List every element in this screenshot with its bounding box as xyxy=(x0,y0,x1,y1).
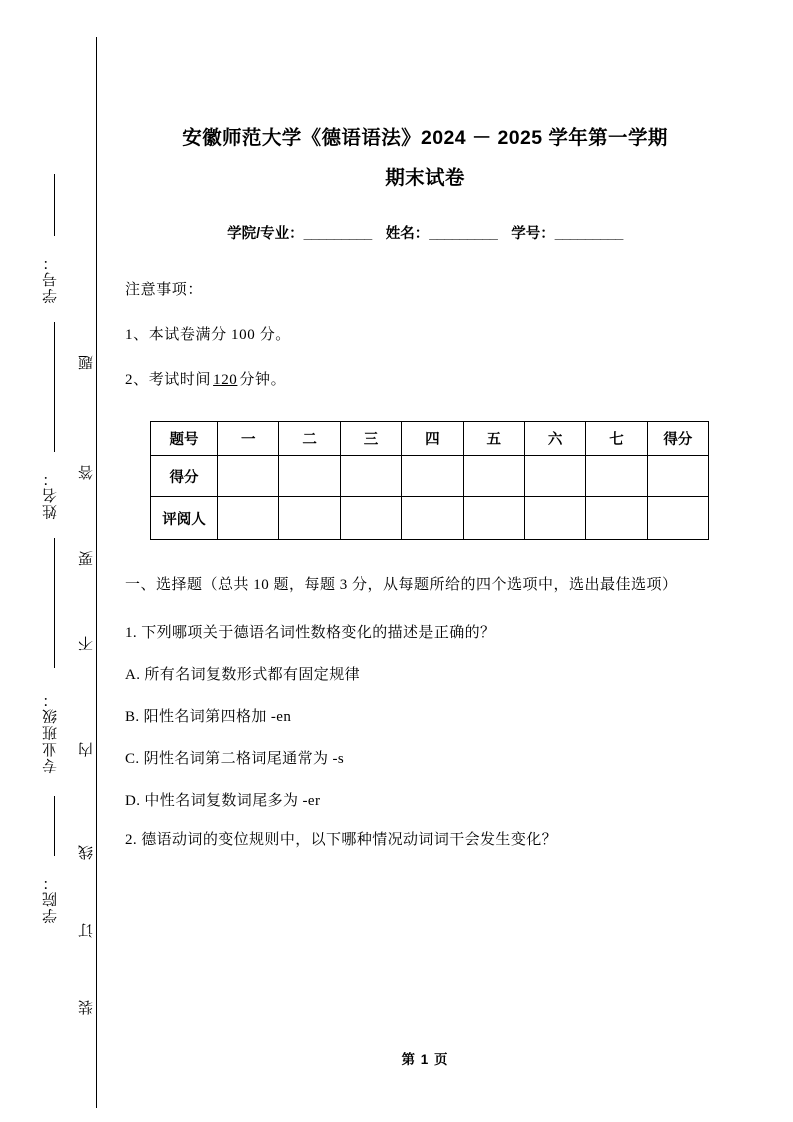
notice-item-2-prefix: 2、考试时间 xyxy=(125,372,212,388)
name-blank[interactable]: _________ xyxy=(429,226,498,242)
grader-cell[interactable] xyxy=(524,497,585,540)
score-table-header-cell: 六 xyxy=(524,422,585,456)
option-text: 中性名词复数词尾多为 -er xyxy=(144,793,321,809)
table-row xyxy=(151,497,709,540)
exam-duration-value: 120 xyxy=(213,372,238,388)
grader-cell[interactable] xyxy=(402,497,463,540)
notice-item-2 xyxy=(125,373,725,388)
score-table-header-cell: 一 xyxy=(218,422,279,456)
binding-notice-char: 线 xyxy=(79,845,95,860)
binding-vertical-rule xyxy=(96,37,97,1108)
score-cell[interactable] xyxy=(524,456,585,497)
score-table-header-cell: 四 xyxy=(402,422,463,456)
grader-row-label: 评阅人 xyxy=(151,497,218,540)
score-cell[interactable] xyxy=(340,456,401,497)
grader-cell[interactable] xyxy=(340,497,401,540)
margin-field-line xyxy=(54,538,55,668)
margin-field-line xyxy=(54,796,55,856)
grader-cell[interactable] xyxy=(586,497,647,540)
table-row-header xyxy=(151,422,709,456)
grader-cell[interactable] xyxy=(279,497,340,540)
option-text: 阴性名词第二格词尾通常为 -s xyxy=(143,751,345,767)
question-stem xyxy=(125,833,725,848)
page-footer: 第 1 页 xyxy=(401,1052,449,1067)
question-text: 下列哪项关于德语名词性数格变化的描述是正确的？ xyxy=(141,625,496,641)
grader-cell[interactable] xyxy=(463,497,524,540)
margin-field-line xyxy=(54,322,55,452)
score-cell[interactable] xyxy=(586,456,647,497)
score-table-header-cell: 题号 xyxy=(151,422,218,456)
margin-field-class xyxy=(0,668,100,796)
binding-notice-char: 订 xyxy=(79,923,95,938)
notice-item-1: 1、本试卷满分 100 分。 xyxy=(125,327,291,343)
score-table-header-cell: 三 xyxy=(340,422,401,456)
notice-item-2-suffix: 分钟。 xyxy=(239,372,287,388)
option-tag: D. xyxy=(125,793,141,809)
section-heading-multiple-choice: 一、选择题（总共 10 题，每题 3 分，从每题所给的四个选项中，选出最佳选项） xyxy=(125,577,678,593)
option-tag: B. xyxy=(125,709,140,725)
score-cell[interactable] xyxy=(218,456,279,497)
option-text: 阳性名词第四格加 -en xyxy=(143,709,292,725)
score-cell[interactable] xyxy=(647,456,708,497)
question-stem xyxy=(125,626,725,641)
binding-notice-char: 装 xyxy=(79,1000,95,1015)
margin-field-label: 姓名： xyxy=(42,470,59,520)
question-number: 2. xyxy=(125,832,138,848)
question-text: 德语动词的变位规则中，以下哪种情况动词词干会发生变化？ xyxy=(141,832,558,848)
student-info-row xyxy=(125,222,725,243)
margin-field-student-id xyxy=(0,236,100,322)
page-title xyxy=(125,0,725,198)
college-major-blank[interactable]: _________ xyxy=(303,226,372,242)
student-id-label: 学号： xyxy=(511,226,555,242)
question-option[interactable] xyxy=(125,794,725,809)
binding-margin xyxy=(0,0,100,1122)
score-table-header-cell: 五 xyxy=(463,422,524,456)
question-option[interactable] xyxy=(125,752,725,767)
score-table-header-cell: 二 xyxy=(279,422,340,456)
option-tag: C. xyxy=(125,751,140,767)
question-number: 1. xyxy=(125,625,138,641)
question-option[interactable] xyxy=(125,668,725,683)
question-option[interactable] xyxy=(125,710,725,725)
score-table xyxy=(150,421,709,540)
exam-title-line-1: 安徽师范大学《德语语法》2024 － 2025 学年第一学期 xyxy=(182,127,668,149)
grader-cell[interactable] xyxy=(647,497,708,540)
binding-notice-char: 题 xyxy=(79,355,95,370)
score-cell[interactable] xyxy=(463,456,524,497)
margin-field-label: 学号： xyxy=(42,254,59,304)
table-row xyxy=(151,456,709,497)
margin-field-label: 专业班级： xyxy=(42,690,59,774)
score-table-header-cell: 七 xyxy=(586,422,647,456)
binding-notice-char: 内 xyxy=(79,742,95,757)
margin-field-line xyxy=(54,174,55,236)
score-table-header-cell: 得分 xyxy=(647,422,708,456)
notice-heading: 注意事项： xyxy=(125,282,204,298)
margin-field-label: 学院： xyxy=(42,874,59,924)
score-cell[interactable] xyxy=(279,456,340,497)
score-row-label: 得分 xyxy=(151,456,218,497)
option-tag: A. xyxy=(125,667,141,683)
student-id-blank[interactable]: _________ xyxy=(554,226,623,242)
exam-title-line-2: 期末试卷 xyxy=(385,167,465,189)
binding-notice-char: 答 xyxy=(79,465,95,480)
option-text: 所有名词复数形式都有固定规律 xyxy=(144,667,360,683)
binding-notice-char: 要 xyxy=(79,551,95,566)
college-major-label: 学院/专业： xyxy=(227,226,304,242)
binding-notice-char: 不 xyxy=(79,636,95,651)
grader-cell[interactable] xyxy=(218,497,279,540)
score-cell[interactable] xyxy=(402,456,463,497)
name-label: 姓名： xyxy=(385,226,430,242)
exam-paper-body xyxy=(125,0,725,1122)
